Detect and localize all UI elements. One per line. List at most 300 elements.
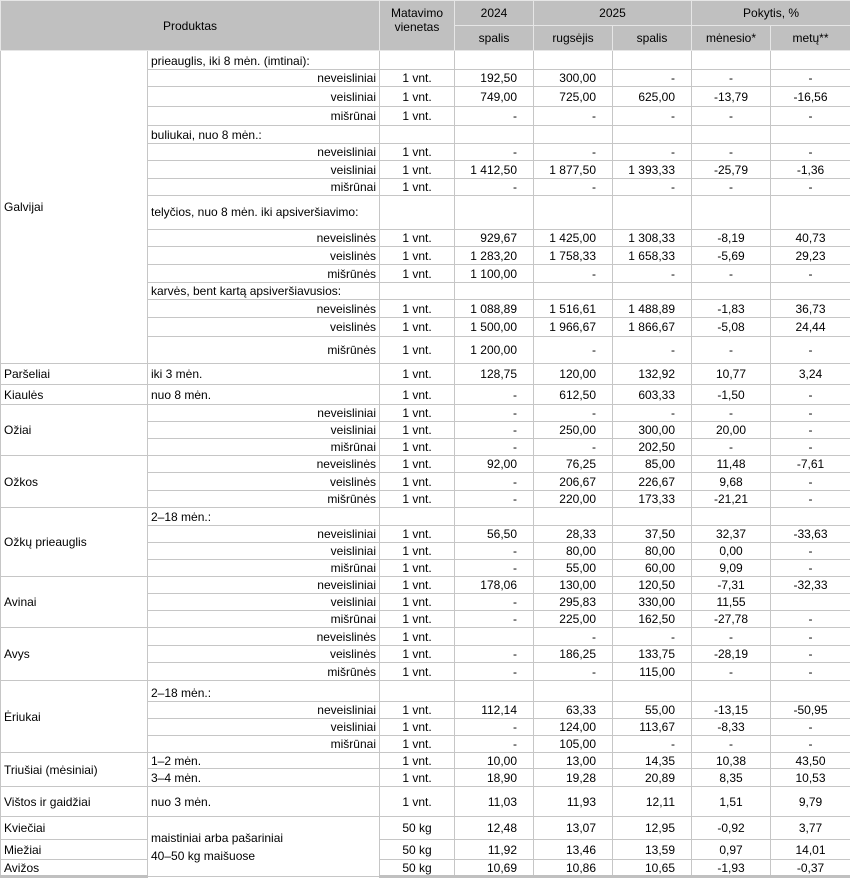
value-2024-oct: - xyxy=(455,491,534,508)
change-month xyxy=(692,681,771,702)
change-year: - xyxy=(771,719,850,736)
change-year: - xyxy=(771,473,850,491)
value-2025-sep: 124,00 xyxy=(534,719,613,736)
value-2025-oct xyxy=(613,196,692,230)
value-2024-oct: 1 088,89 xyxy=(455,300,534,318)
product-type: mišrūnės xyxy=(148,491,380,508)
product-type: veisliniai xyxy=(148,161,380,179)
value-2024-oct: - xyxy=(455,473,534,491)
value-2025-sep: 295,83 xyxy=(534,594,613,611)
value-2024-oct xyxy=(455,628,534,646)
unit-cell: 1 vnt. xyxy=(380,87,455,107)
value-2025-oct: 1 308,33 xyxy=(613,230,692,247)
product-type: veislinės xyxy=(148,318,380,337)
value-2024-oct: 1 200,00 xyxy=(455,337,534,364)
product-name: Triušiai (mėsiniai) xyxy=(1,753,148,787)
product-type: veisliniai xyxy=(148,719,380,736)
change-year: 3,77 xyxy=(771,817,850,840)
change-year: 10,53 xyxy=(771,769,850,787)
change-month xyxy=(692,51,771,70)
change-year: 43,50 xyxy=(771,753,850,769)
unit-cell xyxy=(380,681,455,702)
unit-cell: 1 vnt. xyxy=(380,646,455,663)
change-month: -1,50 xyxy=(692,385,771,405)
header-year-2024: 2024 xyxy=(455,1,534,26)
change-year: 24,44 xyxy=(771,318,850,337)
value-2025-oct: 12,95 xyxy=(613,817,692,840)
header-change-month: mėnesio* xyxy=(692,26,771,51)
value-2024-oct: 12,48 xyxy=(455,817,534,840)
value-2025-sep: - xyxy=(534,439,613,456)
change-month: -5,08 xyxy=(692,318,771,337)
header-product: Produktas xyxy=(1,1,380,51)
product-age: iki 3 mėn. xyxy=(148,364,380,385)
value-2025-sep xyxy=(534,508,613,526)
unit-cell xyxy=(380,126,455,144)
product-name: Kiaulės xyxy=(1,385,148,405)
value-2024-oct xyxy=(455,196,534,230)
value-2024-oct: - xyxy=(455,543,534,560)
change-year: -50,95 xyxy=(771,702,850,719)
value-2025-sep: 1 425,00 xyxy=(534,230,613,247)
change-month: - xyxy=(692,628,771,646)
change-year: 36,73 xyxy=(771,300,850,318)
change-year: 29,23 xyxy=(771,247,850,265)
value-2025-sep: - xyxy=(534,628,613,646)
subgroup-heading: telyčios, nuo 8 mėn. iki apsiveršiavimo: xyxy=(148,196,380,230)
value-2025-sep: 13,00 xyxy=(534,753,613,769)
change-year xyxy=(771,196,850,230)
product-age: nuo 3 mėn. xyxy=(148,787,380,817)
product-type: neveislinės xyxy=(148,300,380,318)
change-year: -33,63 xyxy=(771,526,850,543)
product-name: Paršeliai xyxy=(1,364,148,385)
product-type: veisliniai xyxy=(148,543,380,560)
unit-cell: 1 vnt. xyxy=(380,526,455,543)
change-month: 9,68 xyxy=(692,473,771,491)
change-month: - xyxy=(692,70,771,87)
header-2025-sep: rugsėjis xyxy=(534,26,613,51)
value-2024-oct: - xyxy=(455,439,534,456)
value-2025-oct: 13,59 xyxy=(613,840,692,860)
value-2025-oct: 10,65 xyxy=(613,860,692,877)
value-2024-oct: - xyxy=(455,594,534,611)
product-name: Kviečiai xyxy=(1,817,148,840)
value-2025-oct: 1 866,67 xyxy=(613,318,692,337)
value-2025-oct: - xyxy=(613,337,692,364)
product-description: maistiniai arba pašariniai 40–50 kg maišuose xyxy=(148,817,380,877)
unit-cell: 50 kg xyxy=(380,840,455,860)
product-type: veislinės xyxy=(148,473,380,491)
change-month: 11,48 xyxy=(692,456,771,473)
table-row xyxy=(1,787,850,817)
change-month: - xyxy=(692,736,771,753)
change-month: 32,37 xyxy=(692,526,771,543)
table-row xyxy=(1,508,850,526)
product-type: mišrūnės xyxy=(148,265,380,283)
unit-cell: 1 vnt. xyxy=(380,769,455,787)
unit-cell: 50 kg xyxy=(380,860,455,877)
change-month: 10,38 xyxy=(692,753,771,769)
change-year: 40,73 xyxy=(771,230,850,247)
value-2025-oct: - xyxy=(613,405,692,422)
change-year: - xyxy=(771,611,850,628)
header-2024-oct: spalis xyxy=(455,26,534,51)
change-month: -1,83 xyxy=(692,300,771,318)
change-month: - xyxy=(692,144,771,161)
value-2024-oct: 92,00 xyxy=(455,456,534,473)
change-year: - xyxy=(771,646,850,663)
value-2024-oct: 178,06 xyxy=(455,577,534,594)
header-change-year: metų** xyxy=(771,26,850,51)
unit-cell: 1 vnt. xyxy=(380,702,455,719)
unit-cell: 1 vnt. xyxy=(380,247,455,265)
change-month: 0,97 xyxy=(692,840,771,860)
value-2025-sep: 13,46 xyxy=(534,840,613,860)
change-month xyxy=(692,283,771,300)
value-2025-oct: 80,00 xyxy=(613,543,692,560)
change-month: -21,21 xyxy=(692,491,771,508)
change-month: 9,09 xyxy=(692,560,771,577)
change-year: 14,01 xyxy=(771,840,850,860)
header-year-2025: 2025 xyxy=(534,1,692,26)
change-year: - xyxy=(771,265,850,283)
product-name: Miežiai xyxy=(1,840,148,860)
value-2025-sep: 63,33 xyxy=(534,702,613,719)
unit-cell: 1 vnt. xyxy=(380,364,455,385)
table-row xyxy=(1,364,850,385)
value-2025-oct: 115,00 xyxy=(613,663,692,681)
change-year: - xyxy=(771,736,850,753)
value-2025-sep: 10,86 xyxy=(534,860,613,877)
value-2024-oct: 1 412,50 xyxy=(455,161,534,179)
value-2025-oct: 12,11 xyxy=(613,787,692,817)
change-year: -7,61 xyxy=(771,456,850,473)
value-2025-sep: 80,00 xyxy=(534,543,613,560)
product-age: 1–2 mėn. xyxy=(148,753,380,769)
table-row xyxy=(1,840,850,860)
product-type: veisliniai xyxy=(148,422,380,439)
value-2025-sep: 612,50 xyxy=(534,385,613,405)
value-2025-oct xyxy=(613,508,692,526)
table-row xyxy=(1,51,850,70)
value-2025-oct: 162,50 xyxy=(613,611,692,628)
unit-cell: 1 vnt. xyxy=(380,439,455,456)
value-2025-oct: - xyxy=(613,628,692,646)
value-2025-sep: - xyxy=(534,179,613,196)
table-row xyxy=(1,385,850,405)
product-type: veislinės xyxy=(148,247,380,265)
change-month: 1,51 xyxy=(692,787,771,817)
value-2025-oct xyxy=(613,283,692,300)
value-2024-oct: 1 100,00 xyxy=(455,265,534,283)
value-2025-oct xyxy=(613,681,692,702)
subgroup-heading: prieauglis, iki 8 mėn. (imtinai): xyxy=(148,51,380,70)
value-2025-oct: 300,00 xyxy=(613,422,692,439)
product-type: neveisliniai xyxy=(148,405,380,422)
change-year: 3,24 xyxy=(771,364,850,385)
value-2025-sep: - xyxy=(534,405,613,422)
change-month: -5,69 xyxy=(692,247,771,265)
value-2024-oct: 11,92 xyxy=(455,840,534,860)
value-2025-sep: 130,00 xyxy=(534,577,613,594)
change-month: - xyxy=(692,179,771,196)
unit-cell: 1 vnt. xyxy=(380,491,455,508)
unit-cell: 1 vnt. xyxy=(380,560,455,577)
change-month xyxy=(692,508,771,526)
change-month: -8,33 xyxy=(692,719,771,736)
change-month: -1,93 xyxy=(692,860,771,877)
value-2025-oct: 330,00 xyxy=(613,594,692,611)
unit-cell: 1 vnt. xyxy=(380,456,455,473)
value-2024-oct: - xyxy=(455,736,534,753)
value-2025-oct: 625,00 xyxy=(613,87,692,107)
product-type: neveisliniai xyxy=(148,577,380,594)
value-2025-sep: 300,00 xyxy=(534,70,613,87)
change-month: 0,00 xyxy=(692,543,771,560)
unit-cell: 1 vnt. xyxy=(380,628,455,646)
product-name: Avižos xyxy=(1,860,148,877)
product-name: Galvijai xyxy=(1,51,148,364)
product-name: Ožkų prieauglis xyxy=(1,508,148,577)
unit-cell: 1 vnt. xyxy=(380,70,455,87)
value-2025-oct: 55,00 xyxy=(613,702,692,719)
value-2025-oct: - xyxy=(613,179,692,196)
value-2025-oct: 603,33 xyxy=(613,385,692,405)
product-type: mišrūnės xyxy=(148,663,380,681)
product-age: nuo 8 mėn. xyxy=(148,385,380,405)
value-2025-oct: - xyxy=(613,70,692,87)
value-2025-sep xyxy=(534,681,613,702)
unit-cell xyxy=(380,283,455,300)
value-2024-oct: - xyxy=(455,385,534,405)
change-year xyxy=(771,51,850,70)
change-year: - xyxy=(771,422,850,439)
value-2024-oct: - xyxy=(455,646,534,663)
change-month: - xyxy=(692,265,771,283)
unit-cell: 1 vnt. xyxy=(380,265,455,283)
unit-cell: 1 vnt. xyxy=(380,787,455,817)
value-2025-oct: 14,35 xyxy=(613,753,692,769)
unit-cell: 1 vnt. xyxy=(380,107,455,126)
product-type: veislinės xyxy=(148,646,380,663)
value-2024-oct: - xyxy=(455,663,534,681)
value-2024-oct: 929,67 xyxy=(455,230,534,247)
value-2025-oct xyxy=(613,126,692,144)
change-year: -16,56 xyxy=(771,87,850,107)
value-2024-oct: - xyxy=(455,560,534,577)
table-row xyxy=(1,405,850,422)
product-type: mišrūnai xyxy=(148,611,380,628)
value-2025-sep: 120,00 xyxy=(534,364,613,385)
value-2024-oct: 18,90 xyxy=(455,769,534,787)
product-type: neveisliniai xyxy=(148,144,380,161)
value-2024-oct: 128,75 xyxy=(455,364,534,385)
change-year: -32,33 xyxy=(771,577,850,594)
product-type: mišrūnai xyxy=(148,439,380,456)
change-year xyxy=(771,508,850,526)
value-2025-sep xyxy=(534,126,613,144)
product-type: neveisliniai xyxy=(148,702,380,719)
value-2025-sep: 13,07 xyxy=(534,817,613,840)
value-2025-oct: 60,00 xyxy=(613,560,692,577)
header-unit-label: Matavimo vienetas xyxy=(390,6,443,34)
header-change: Pokytis, % xyxy=(692,1,850,26)
product-type: mišrūnai xyxy=(148,736,380,753)
value-2025-sep: 186,25 xyxy=(534,646,613,663)
change-year xyxy=(771,126,850,144)
value-2025-sep: 206,67 xyxy=(534,473,613,491)
value-2024-oct xyxy=(455,283,534,300)
value-2025-sep: 220,00 xyxy=(534,491,613,508)
value-2024-oct xyxy=(455,126,534,144)
value-2025-oct: 1 488,89 xyxy=(613,300,692,318)
value-2025-oct: 120,50 xyxy=(613,577,692,594)
value-2025-sep: 1 877,50 xyxy=(534,161,613,179)
unit-cell: 1 vnt. xyxy=(380,161,455,179)
change-month: - xyxy=(692,405,771,422)
change-month: -8,19 xyxy=(692,230,771,247)
table-row xyxy=(1,817,850,840)
table-row xyxy=(1,681,850,702)
change-month: -27,78 xyxy=(692,611,771,628)
change-month: -0,92 xyxy=(692,817,771,840)
change-year: -0,37 xyxy=(771,860,850,877)
unit-cell xyxy=(380,508,455,526)
unit-cell: 1 vnt. xyxy=(380,543,455,560)
unit-cell: 1 vnt. xyxy=(380,179,455,196)
product-type: neveisliniai xyxy=(148,70,380,87)
change-year: - xyxy=(771,179,850,196)
value-2025-sep: 1 966,67 xyxy=(534,318,613,337)
table-row xyxy=(1,577,850,594)
change-month xyxy=(692,126,771,144)
change-month: - xyxy=(692,663,771,681)
product-type: veisliniai xyxy=(148,594,380,611)
value-2025-sep: 11,93 xyxy=(534,787,613,817)
unit-cell: 1 vnt. xyxy=(380,337,455,364)
product-type: neveisliniai xyxy=(148,526,380,543)
product-name: Avinai xyxy=(1,577,148,628)
value-2025-oct: - xyxy=(613,736,692,753)
unit-cell xyxy=(380,196,455,230)
change-year: - xyxy=(771,107,850,126)
change-year: - xyxy=(771,439,850,456)
unit-cell: 1 vnt. xyxy=(380,385,455,405)
change-year: - xyxy=(771,491,850,508)
value-2024-oct xyxy=(455,508,534,526)
unit-cell: 1 vnt. xyxy=(380,736,455,753)
value-2025-sep: 725,00 xyxy=(534,87,613,107)
change-year xyxy=(771,594,850,611)
unit-cell: 1 vnt. xyxy=(380,577,455,594)
unit-cell: 1 vnt. xyxy=(380,719,455,736)
value-2025-sep: 250,00 xyxy=(534,422,613,439)
unit-cell: 1 vnt. xyxy=(380,144,455,161)
change-month: -13,79 xyxy=(692,87,771,107)
value-2025-sep xyxy=(534,196,613,230)
value-2025-oct: - xyxy=(613,265,692,283)
value-2025-sep: - xyxy=(534,265,613,283)
change-month: - xyxy=(692,337,771,364)
value-2025-oct: 37,50 xyxy=(613,526,692,543)
subgroup-heading: 2–18 mėn.: xyxy=(148,681,380,702)
value-2025-sep: - xyxy=(534,663,613,681)
change-year: - xyxy=(771,70,850,87)
change-month: - xyxy=(692,439,771,456)
value-2025-oct: 133,75 xyxy=(613,646,692,663)
change-month: 11,55 xyxy=(692,594,771,611)
product-name: Ėriukai xyxy=(1,681,148,753)
change-year xyxy=(771,283,850,300)
value-2025-sep xyxy=(534,283,613,300)
unit-cell: 1 vnt. xyxy=(380,594,455,611)
unit-cell: 1 vnt. xyxy=(380,611,455,628)
product-type: mišrūnai xyxy=(148,107,380,126)
unit-cell: 1 vnt. xyxy=(380,422,455,439)
value-2024-oct: - xyxy=(455,719,534,736)
value-2024-oct: 10,69 xyxy=(455,860,534,877)
unit-cell: 1 vnt. xyxy=(380,473,455,491)
value-2025-oct xyxy=(613,51,692,70)
product-type: mišrūnai xyxy=(148,560,380,577)
value-2025-oct: - xyxy=(613,107,692,126)
change-year: - xyxy=(771,337,850,364)
product-name: Ožiai xyxy=(1,405,148,456)
change-month: 8,35 xyxy=(692,769,771,787)
change-month: 10,77 xyxy=(692,364,771,385)
product-age: 3–4 mėn. xyxy=(148,769,380,787)
unit-cell xyxy=(380,51,455,70)
table-row xyxy=(1,456,850,473)
change-year: 9,79 xyxy=(771,787,850,817)
header-unit xyxy=(380,1,455,51)
change-month: - xyxy=(692,107,771,126)
value-2025-oct: 132,92 xyxy=(613,364,692,385)
change-year: - xyxy=(771,560,850,577)
value-2025-oct: 1 393,33 xyxy=(613,161,692,179)
value-2024-oct: - xyxy=(455,144,534,161)
value-2024-oct: 11,03 xyxy=(455,787,534,817)
product-name: Avys xyxy=(1,628,148,681)
value-2025-sep: 28,33 xyxy=(534,526,613,543)
subgroup-heading: 2–18 mėn.: xyxy=(148,508,380,526)
value-2025-sep: 1 516,61 xyxy=(534,300,613,318)
value-2025-oct: 202,50 xyxy=(613,439,692,456)
value-2025-sep: - xyxy=(534,337,613,364)
change-month xyxy=(692,196,771,230)
table-row xyxy=(1,628,850,646)
value-2025-sep: - xyxy=(534,144,613,161)
value-2024-oct xyxy=(455,51,534,70)
product-type: veisliniai xyxy=(148,87,380,107)
subgroup-heading: buliukai, nuo 8 mėn.: xyxy=(148,126,380,144)
value-2025-oct: 173,33 xyxy=(613,491,692,508)
value-2025-oct: - xyxy=(613,144,692,161)
value-2025-oct: 85,00 xyxy=(613,456,692,473)
value-2024-oct: 56,50 xyxy=(455,526,534,543)
value-2025-sep: 19,28 xyxy=(534,769,613,787)
product-type: mišrūnai xyxy=(148,179,380,196)
value-2024-oct: - xyxy=(455,611,534,628)
value-2024-oct: 749,00 xyxy=(455,87,534,107)
change-year: - xyxy=(771,543,850,560)
value-2024-oct: - xyxy=(455,422,534,439)
table-row xyxy=(1,860,850,877)
change-month: -28,19 xyxy=(692,646,771,663)
change-month: -25,79 xyxy=(692,161,771,179)
table-row xyxy=(1,753,850,769)
